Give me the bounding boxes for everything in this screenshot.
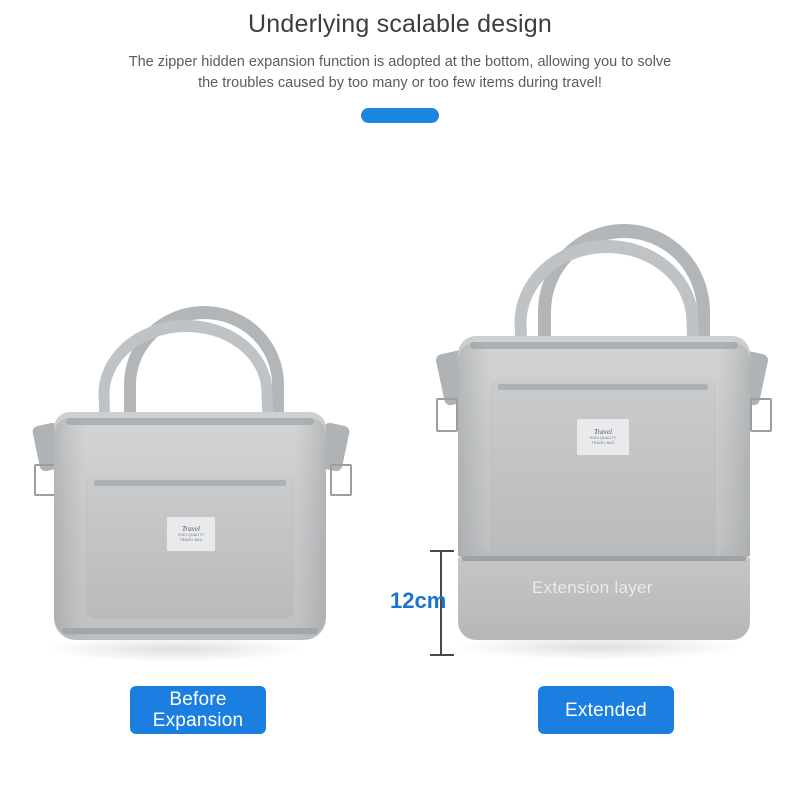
pocket-zipper-left <box>94 480 286 486</box>
d-ring-right <box>330 464 352 496</box>
brand-label-text: Travel <box>182 525 200 533</box>
gusset-right-bag-left <box>458 342 490 556</box>
extension-seam-zipper <box>462 556 746 561</box>
gusset-left <box>54 418 84 636</box>
d-ring-left <box>34 464 56 496</box>
front-pocket-right <box>492 380 714 558</box>
dimension-tick-top <box>430 550 454 552</box>
pocket-zipper-right <box>498 384 708 390</box>
extension-layer-label: Extension layer <box>532 578 653 597</box>
bag-before-expansion <box>20 306 360 656</box>
d-ring-right-bag-left <box>436 398 458 432</box>
gusset-right <box>296 418 326 636</box>
brand-label-text: Travel <box>594 428 612 436</box>
brand-label-left <box>166 516 216 552</box>
top-zipper-right <box>470 342 738 349</box>
top-zipper-left <box>66 418 314 425</box>
bag-extended <box>418 224 788 656</box>
page-title: Underlying scalable design <box>248 10 552 38</box>
gusset-right-bag-right <box>718 342 750 556</box>
dimension-tick-bottom <box>430 654 454 656</box>
page-subtitle: The zipper hidden expansion function is adopted at the bottom, allowing you to solve the troubles caused by too many or too few items during travel! <box>128 54 672 91</box>
bottom-expansion-zipper-left <box>62 628 318 634</box>
dimension-value: 12cm <box>390 588 447 613</box>
brand-label-sub2: TRAVEL BAG <box>591 441 615 445</box>
product-comparison-stage <box>0 196 800 800</box>
brand-label-sub1: HIGH QUALITY <box>589 436 617 440</box>
brand-label-sub1: HIGH QUALITY <box>177 533 205 537</box>
accent-divider-pill <box>361 108 439 123</box>
d-ring-right-bag-right <box>750 398 772 432</box>
header <box>0 0 800 123</box>
brand-label-sub2: TRAVEL BAG <box>179 538 203 542</box>
caption-extended[interactable]: Extended <box>538 686 674 734</box>
brand-label-right <box>576 418 630 456</box>
extension-layer <box>458 558 750 640</box>
caption-before-expansion[interactable]: Before Expansion <box>130 686 266 734</box>
